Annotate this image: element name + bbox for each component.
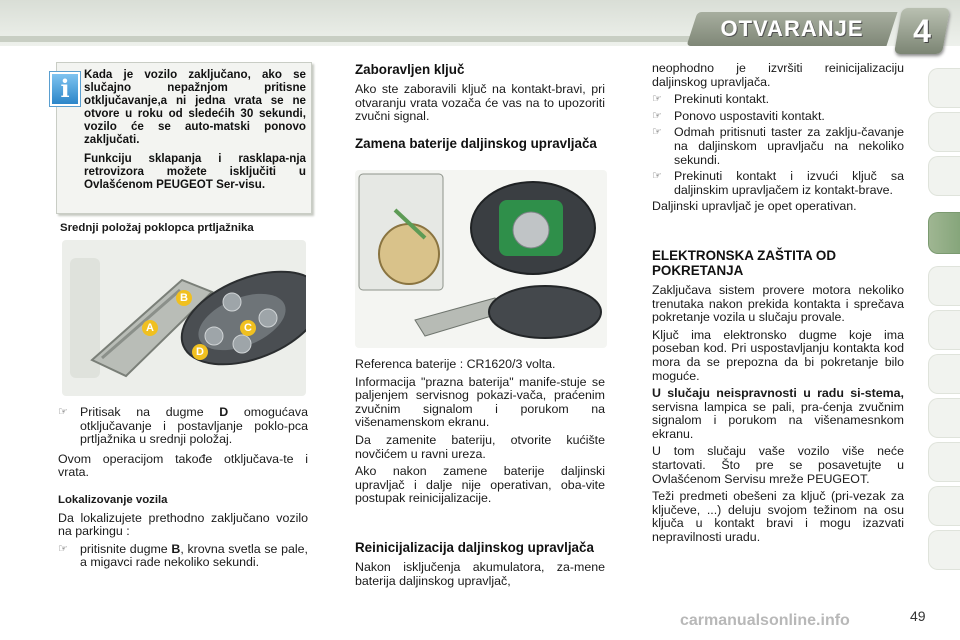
chapter-tab-9[interactable]: [928, 442, 960, 482]
chapter-tab-2[interactable]: [928, 112, 960, 152]
bullet-button-d: [58, 406, 308, 447]
battery-change-drawing: [355, 170, 607, 348]
chapter-number-text: 4: [913, 13, 931, 49]
battery-reference: Referenca baterije : CR1620/3 volta.: [355, 357, 556, 371]
locate-paragraph: Da lokalizujete prethodno zaključano vozilo na parkingu :: [58, 510, 308, 539]
bullet-hand-icon: ☞: [652, 93, 662, 106]
key-image-caption: Srednji položaj poklopca prtljažnika: [60, 222, 254, 234]
key-label-d: D: [192, 344, 208, 360]
info-paragraph-2: Funkciju sklapanja i rasklapa-nja retrovizora možete isključiti u Ovlašćenom PEUGEOT Ser-visu.: [84, 152, 306, 191]
chapter-tab-3[interactable]: [928, 156, 960, 196]
bullet-hand-icon: ☞: [652, 170, 662, 183]
bullet-hand-icon: ☞: [58, 406, 68, 418]
chapter-tab-5[interactable]: [928, 266, 960, 306]
battery-reinit-info: Ako nakon zamene baterije daljinski upravljač i dalje nije operativan, oba-vite postupak reinicijalizacije.: [355, 464, 605, 506]
battery-change-illustration: [355, 170, 607, 348]
bullet-hand-icon: ☞: [652, 109, 662, 122]
info-paragraph-1: Kada je vozilo zaključano, ako se slučajno nepažnjom pritisne otključavanje,a ni jedna vrata se ne otvore u roku od sledećih 30 sekundi, vozilo će se auto-matski ponovo zaključati.: [84, 68, 306, 146]
battery-change-heading: Zamena baterije daljinskog upravljača: [355, 135, 597, 151]
chapter-tab-4-active[interactable]: [928, 212, 960, 254]
remote-key-drawing: [62, 240, 306, 396]
info-icon: i: [50, 72, 80, 106]
reinit-step-2: ☞ Ponovo uspostaviti kontakt.: [652, 108, 825, 123]
reinit-step-1: ☞ Prekinuti kontakt.: [652, 92, 770, 107]
chapter-tab-11[interactable]: [928, 530, 960, 570]
bullet-hand-icon: ☞: [652, 126, 662, 139]
forgotten-key-heading: Zaboravljen ključ: [355, 62, 465, 77]
info-text: [84, 68, 306, 197]
locate-heading: Lokalizovanje vozila: [58, 493, 168, 506]
immobiliser-paragraph-2: Ključ ima elektronsko dugme koje ima poseban kod. Pri uspostavljanju kontakta kod mora da se prepozna da bi pokretanje bilo moguće.: [652, 327, 904, 383]
chapter-tab-1[interactable]: [928, 68, 960, 108]
chapter-tab-8[interactable]: [928, 398, 960, 438]
doors-paragraph: Ovom operacijom takođe otključava-te i vrata.: [58, 451, 308, 480]
reinit-step-3: ☞ Odmah pritisnuti taster za zaklju-čavanje na daljinskom upravljaču na nekoliko sekundi.: [652, 125, 904, 167]
chapter-tab-10[interactable]: [928, 486, 960, 526]
bullet-hand-icon: ☞: [58, 542, 68, 555]
key-label-c: C: [240, 320, 256, 336]
reinit-continue: neophodno je izvršiti reinicijalizaciju daljinskog upravljača.: [652, 61, 904, 89]
bullet-text: Pritisak na dugme D omogućava otključavanje i postavljanje poklo-pca prtljažnika u srednji položaj.: [80, 405, 308, 447]
chapter-tab-6[interactable]: [928, 310, 960, 350]
chapter-title-text: OTVARANJE: [720, 16, 864, 41]
right-column: [652, 62, 904, 549]
forgotten-key-paragraph: Ako ste zaboravili ključ na kontakt-bravi, pri otvaranju vrata vozača će vas na to upozoriti zvučni signal.: [355, 82, 605, 124]
remote-key-illustration: [62, 240, 306, 396]
immobiliser-paragraph-5: Teži predmeti obešeni za ključ (pri-vezak za ključeve, ...) deluju svojom težinom na osu ključa u kontakt bravi i mogu izazvati nepravilnosti uradu.: [652, 489, 904, 545]
chapter-tab-7[interactable]: [928, 354, 960, 394]
page-number: 49: [910, 608, 926, 624]
key-label-b: B: [176, 290, 192, 306]
bullet-button-b: [58, 543, 308, 570]
reinit-heading: Reinicijalizacija daljinskog upravljača: [355, 539, 594, 555]
middle-column-bottom: [355, 358, 605, 592]
chapter-number: [894, 8, 950, 54]
immobiliser-paragraph-4: U tom slučaju vaše vozilo više neće startovati. Što pre se posavetujte u Ovlašćenom Servisu mreže PEUGEOT.: [652, 444, 904, 486]
middle-column-top: [355, 62, 605, 157]
immobiliser-heading: ELEKTRONSKA ZAŠTITA OD POKRETANJA: [652, 247, 836, 278]
key-label-a: A: [142, 320, 158, 336]
watermark: carmanualsonline.info: [680, 612, 850, 629]
reinit-paragraph: Nakon isključenja akumulatora, za-mene baterija daljinskog upravljač,: [355, 559, 605, 588]
left-column: [58, 406, 308, 573]
bullet-text: pritisnite dugme B, krovna svetla se pale, a migavci rade nekoliko sekundi.: [80, 541, 308, 570]
remote-operational: Daljinski upravljač je opet operativan.: [652, 199, 857, 214]
battery-empty-info: Informacija "prazna baterija" manife-stuje se paljenjem servisnog pokazi-vača, praćenim zvučnim signalom i porukom na višenamenskom ekranu.: [355, 374, 605, 430]
immobiliser-paragraph-1: Zaključava sistem provere motora nekoliko trenutaka nakon prekida kontakta i sprečava pokretanje vozila u slučaju provale.: [652, 282, 904, 325]
reinit-step-4: ☞ Prekinuti kontakt i izvući ključ sa daljinskim upravljačem iz kontakt-brave.: [652, 169, 904, 197]
chapter-title: [686, 12, 897, 46]
immobiliser-paragraph-3: U slučaju neispravnosti u radu si-stema, servisna lampica se pali, pra-ćenja zvučnim signalom i porukom na višenamesnkom ekranu.: [652, 386, 904, 441]
battery-replace-info: Da zamenite bateriju, otvorite kućište novčićem u ravni ureza.: [355, 432, 605, 461]
